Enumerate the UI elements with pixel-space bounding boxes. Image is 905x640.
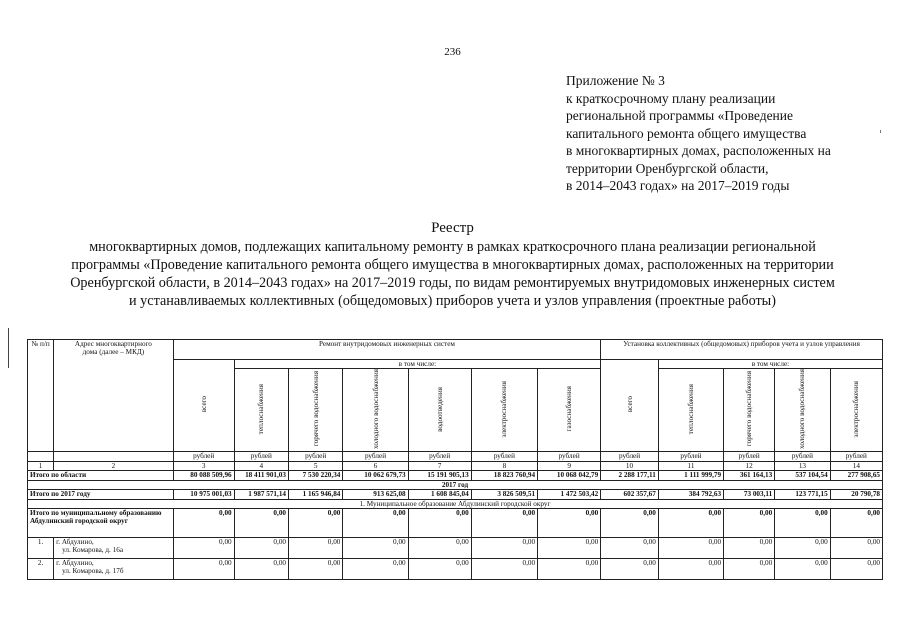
total-2017-value: 123 771,15 <box>775 489 830 499</box>
unit-cell: рублей <box>775 451 830 461</box>
row-value: 0,00 <box>724 537 775 558</box>
row-value: 0,00 <box>830 537 882 558</box>
unit-cell: рублей <box>724 451 775 461</box>
total-muni-value: 0,00 <box>234 508 288 537</box>
row-value: 0,00 <box>234 537 288 558</box>
column-number: 11 <box>658 461 723 470</box>
column-number: 6 <box>343 461 408 470</box>
row-value: 0,00 <box>289 537 343 558</box>
total-region-value: 18 823 760,94 <box>471 470 537 480</box>
appendix-line: к краткосрочному плану реализации <box>566 90 776 106</box>
total-2017-value: 602 357,67 <box>601 489 659 499</box>
unit-cell: рублей <box>830 451 882 461</box>
total-2017-value: 384 792,63 <box>658 489 723 499</box>
total-2017-label: Итого по 2017 году <box>28 489 174 499</box>
total-region-value: 2 288 177,11 <box>601 470 659 480</box>
total-muni-value: 0,00 <box>471 508 537 537</box>
column-number: 8 <box>471 461 537 470</box>
column-number: 9 <box>538 461 601 470</box>
appendix-line: в 2014–2043 годах» на 2017–2019 годы <box>566 178 790 193</box>
total-2017-value: 20 790,78 <box>830 489 882 499</box>
total-2017-value: 10 975 001,03 <box>173 489 234 499</box>
appendix-line: Приложение № 3 <box>566 73 665 88</box>
total-region-value: 10 062 679,73 <box>343 470 408 480</box>
unit-cell-empty <box>54 451 174 461</box>
column-number: 2 <box>54 461 174 470</box>
total-region-value: 361 164,13 <box>724 470 775 480</box>
total-region-value: 7 530 220,34 <box>289 470 343 480</box>
total-region-value: 277 908,65 <box>830 470 882 480</box>
row-number: 2. <box>28 558 54 579</box>
unit-cell: рублей <box>343 451 408 461</box>
row-value: 0,00 <box>601 537 659 558</box>
header-repair-electricity: электроснабжения <box>471 369 537 452</box>
total-region-value: 10 068 042,79 <box>538 470 601 480</box>
column-number: 7 <box>408 461 471 470</box>
header-meters-heating: теплоснабжения <box>658 369 723 452</box>
total-2017-value: 1 608 845,04 <box>408 489 471 499</box>
row-value: 0,00 <box>408 558 471 579</box>
row-value: 0,00 <box>724 558 775 579</box>
unit-cell: рублей <box>601 451 659 461</box>
total-muni-value: 0,00 <box>343 508 408 537</box>
total-region-value: 80 088 509,96 <box>173 470 234 480</box>
column-number: 10 <box>601 461 659 470</box>
header-no: № п/п <box>28 340 54 452</box>
header-repair-cold-water: холодного водоснабжения <box>343 369 408 452</box>
registry-table <box>27 339 883 580</box>
column-number: 13 <box>775 461 830 470</box>
document-subtitle <box>30 238 875 310</box>
header-meters-cold-water: холодного водоснабжения <box>775 369 830 452</box>
total-region-value: 15 191 905,13 <box>408 470 471 480</box>
total-muni-value: 0,00 <box>724 508 775 537</box>
header-repair-including: в том числе: <box>234 360 601 369</box>
scan-artifact <box>880 130 881 133</box>
total-muni-value: 0,00 <box>775 508 830 537</box>
row-value: 0,00 <box>173 558 234 579</box>
total-muni-value: 0,00 <box>408 508 471 537</box>
subtitle-line: программы «Проведение капитального ремонта общего имущества в многоквартирных домах, расположенных на территории <box>71 257 834 273</box>
row-value: 0,00 <box>658 537 723 558</box>
unit-cell: рублей <box>658 451 723 461</box>
header-meters-group: Установка коллективных (общедомовых) приборов учета и узлов управления <box>601 340 883 360</box>
row-value: 0,00 <box>601 558 659 579</box>
total-region-value: 1 111 999,79 <box>658 470 723 480</box>
row-value: 0,00 <box>408 537 471 558</box>
header-address: Адрес многоквартирного дома (далее – МКД) <box>54 340 174 452</box>
total-muni-label: Итого по муниципальному образованию Абдулинский городской округ <box>28 508 174 537</box>
row-value: 0,00 <box>471 537 537 558</box>
total-region-label: Итого по области <box>28 470 174 480</box>
total-muni-value: 0,00 <box>289 508 343 537</box>
total-2017-value: 1 472 503,42 <box>538 489 601 499</box>
appendix-line: в многоквартирных домах, расположенных на <box>566 143 831 158</box>
subtitle-line: и устанавливаемых коллективных (общедомовых) приборов учета и узлов управления (проектные работы) <box>129 293 776 309</box>
document-title: Реестр <box>431 220 474 236</box>
total-region-value: 537 104,54 <box>775 470 830 480</box>
total-2017-value: 73 003,11 <box>724 489 775 499</box>
row-value: 0,00 <box>830 558 882 579</box>
year-header: 2017 год <box>28 480 883 489</box>
unit-cell: рублей <box>289 451 343 461</box>
page-number: 236 <box>444 46 461 58</box>
appendix-note <box>566 72 831 195</box>
subtitle-line: Оренбургской области, в 2014–2043 годах» на 2017–2019 годы, по видам ремонтируемых внутридомовых инженерных систем <box>70 275 835 291</box>
total-muni-value: 0,00 <box>538 508 601 537</box>
row-value: 0,00 <box>658 558 723 579</box>
unit-cell: рублей <box>408 451 471 461</box>
total-2017-value: 1 987 571,14 <box>234 489 288 499</box>
total-2017-value: 1 165 946,84 <box>289 489 343 499</box>
column-number: 1 <box>28 461 54 470</box>
column-number: 5 <box>289 461 343 470</box>
column-number: 14 <box>830 461 882 470</box>
row-value: 0,00 <box>173 537 234 558</box>
unit-cell-empty <box>28 451 54 461</box>
appendix-line: региональной программы «Проведение <box>566 108 794 123</box>
row-value: 0,00 <box>471 558 537 579</box>
unit-cell: рублей <box>538 451 601 461</box>
row-value: 0,00 <box>289 558 343 579</box>
header-meters-including: в том числе: <box>658 360 882 369</box>
column-number: 12 <box>724 461 775 470</box>
row-value: 0,00 <box>343 558 408 579</box>
header-meters-total: всего <box>601 360 659 452</box>
total-muni-value: 0,00 <box>601 508 659 537</box>
subtitle-line: многоквартирных домов, подлежащих капитальному ремонту в рамках краткосрочного плана реализации региональной <box>89 239 816 255</box>
header-repair-drainage: водоотведения <box>408 369 471 452</box>
column-number: 3 <box>173 461 234 470</box>
header-repair-total: всего <box>173 360 234 452</box>
unit-cell: рублей <box>173 451 234 461</box>
appendix-line: территории Оренбургской области, <box>566 160 769 176</box>
table-row <box>28 558 883 579</box>
column-number: 4 <box>234 461 288 470</box>
total-2017-value: 3 826 509,51 <box>471 489 537 499</box>
row-number: 1. <box>28 537 54 558</box>
row-value: 0,00 <box>538 537 601 558</box>
header-repair-group: Ремонт внутридомовых инженерных систем <box>173 340 600 360</box>
header-meters-electricity: электроснабжения <box>830 369 882 452</box>
scan-artifact <box>8 328 9 368</box>
row-value: 0,00 <box>343 537 408 558</box>
table-row <box>28 537 883 558</box>
row-address: г. Абдулино, ул. Комарова, д. 17б <box>54 558 174 579</box>
total-region-value: 18 411 901,03 <box>234 470 288 480</box>
row-value: 0,00 <box>538 558 601 579</box>
header-repair-gas: газоснабжения <box>538 369 601 452</box>
header-repair-hot-water: горячего водоснабжения <box>289 369 343 452</box>
total-muni-value: 0,00 <box>173 508 234 537</box>
row-value: 0,00 <box>234 558 288 579</box>
header-repair-heating: теплоснабжения <box>234 369 288 452</box>
total-muni-value: 0,00 <box>830 508 882 537</box>
header-meters-hot-water: горячего водоснабжения <box>724 369 775 452</box>
section-header: 1. Муниципальное образование Абдулинский городской округ <box>28 499 883 508</box>
unit-cell: рублей <box>234 451 288 461</box>
row-address: г. Абдулино, ул. Комарова, д. 16а <box>54 537 174 558</box>
total-muni-value: 0,00 <box>658 508 723 537</box>
total-2017-value: 913 625,08 <box>343 489 408 499</box>
row-value: 0,00 <box>775 537 830 558</box>
unit-cell: рублей <box>471 451 537 461</box>
appendix-line: капитального ремонта общего имущества <box>566 125 807 141</box>
row-value: 0,00 <box>775 558 830 579</box>
